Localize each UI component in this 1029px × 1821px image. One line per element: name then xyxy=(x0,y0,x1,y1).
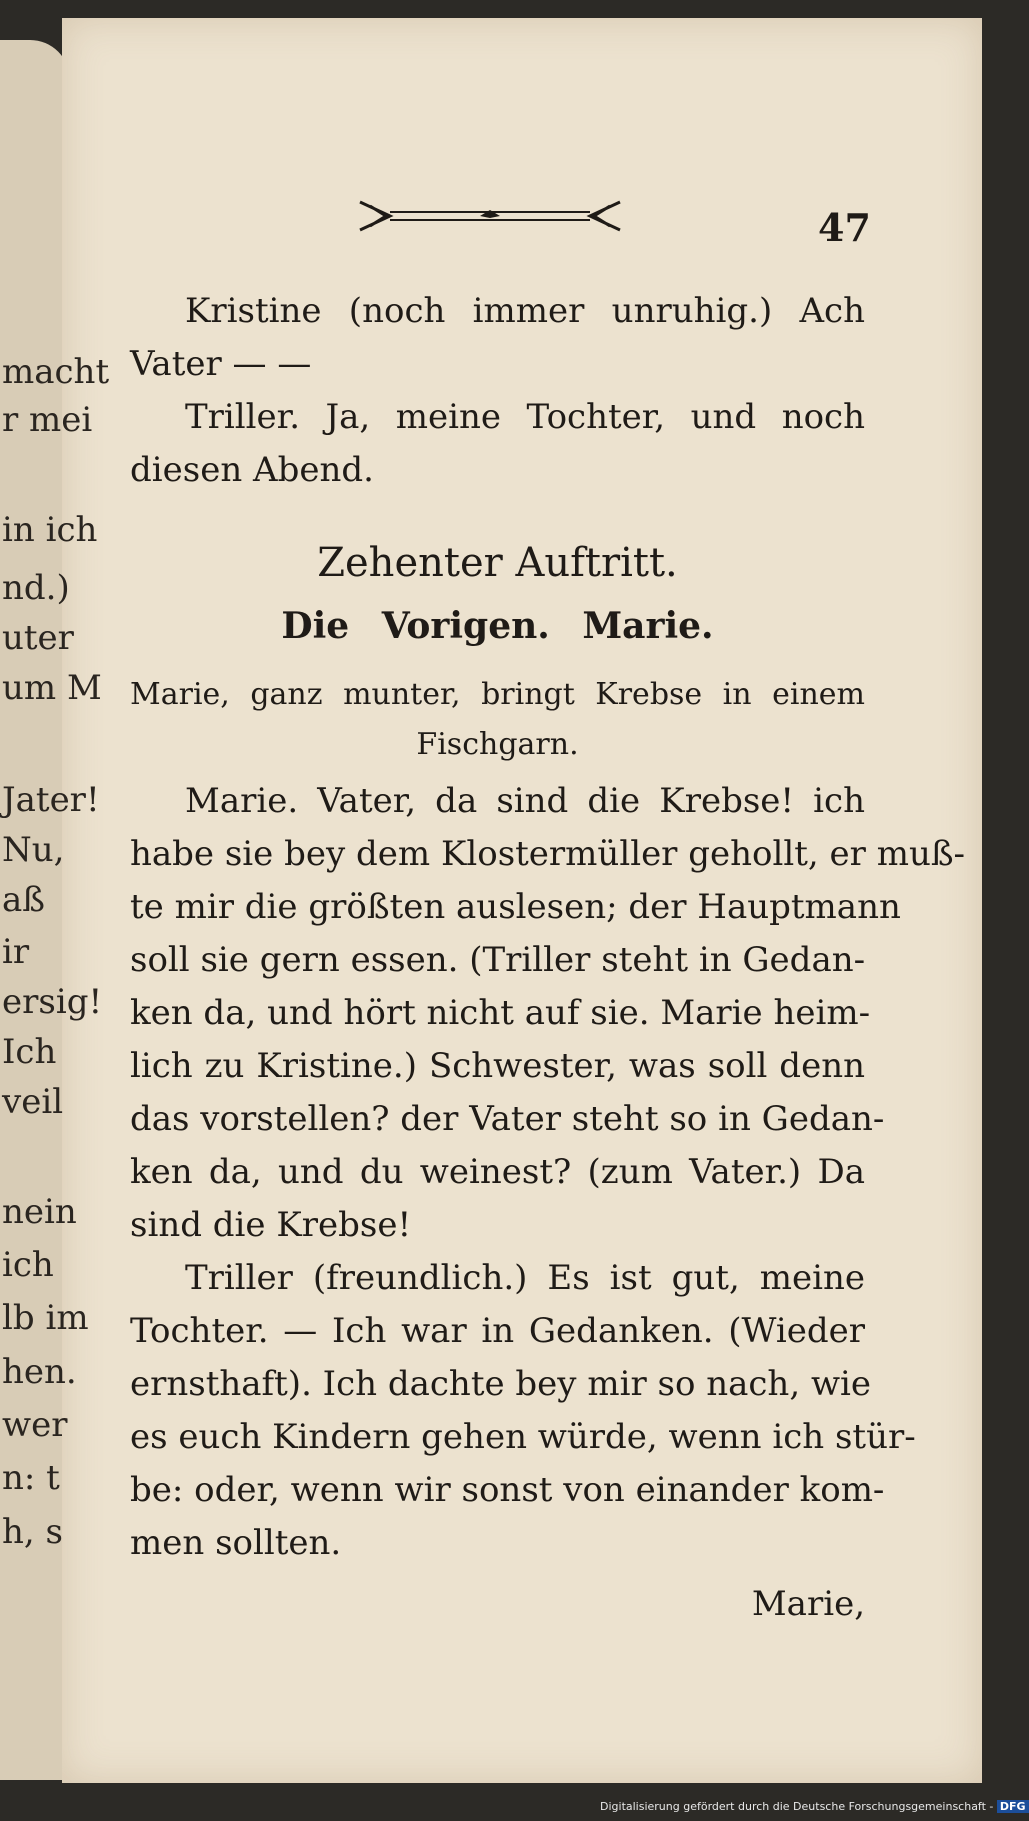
ornament-rule xyxy=(350,196,630,236)
text-line: habe sie bey dem Klostermüller gehollt, er muß- xyxy=(130,834,966,874)
text-line: men sollten. xyxy=(130,1523,342,1563)
text-line: te mir die größten auslesen; der Hauptmann xyxy=(130,887,901,927)
page-number: 47 xyxy=(818,205,871,250)
scene-title: Zehenter Auftritt. xyxy=(317,540,678,586)
scene-persons: Die Vorigen. Marie. xyxy=(281,605,714,647)
text-block-top xyxy=(130,285,865,497)
fragment: h, s xyxy=(2,1512,63,1552)
text-line: Kristine (noch immer unruhig.) Ach xyxy=(185,291,865,331)
fragment: n: t xyxy=(2,1458,60,1498)
text-line: ken da, und du weinest? (zum Vater.) Da xyxy=(130,1152,865,1192)
footer-text: Digitalisierung gefördert durch die Deutsche Forschungsgemeinschaft - xyxy=(600,1800,994,1813)
fragment: Ich xyxy=(2,1032,57,1072)
fragment: um M xyxy=(2,668,102,708)
fragment: nd.) xyxy=(2,568,70,608)
text-line: das vorstellen? der Vater steht so in Gedan- xyxy=(130,1099,885,1139)
text-line: ken da, und hört nicht auf sie. Marie heim- xyxy=(130,993,871,1033)
fragment: Nu, xyxy=(2,830,65,870)
text-line: sind die Krebse! xyxy=(130,1205,412,1245)
fragment: uter xyxy=(2,618,74,658)
text-line: Tochter. — Ich war in Gedanken. (Wieder xyxy=(130,1311,865,1351)
fragment: ersig! xyxy=(2,982,103,1022)
text-line: be: oder, wenn wir sonst von einander kom- xyxy=(130,1470,885,1510)
fragment: veil xyxy=(2,1082,64,1122)
fragment: nein xyxy=(2,1192,77,1232)
text-line: Vater — — xyxy=(130,344,312,384)
fragment: ir xyxy=(2,932,30,972)
fragment: wer xyxy=(2,1405,68,1445)
catchword: Marie, xyxy=(751,1584,865,1624)
dfg-logo: DFG xyxy=(997,1800,1029,1813)
fragment: in ich xyxy=(2,510,98,550)
stage-direction xyxy=(130,670,865,770)
fragment: lb im xyxy=(2,1298,89,1338)
text-line: Marie. Vater, da sind die Krebse! ich xyxy=(185,781,865,821)
fragment: Jater! xyxy=(2,780,100,820)
fragment: hen. xyxy=(2,1352,77,1392)
fragment: aß xyxy=(2,880,45,920)
text-line: soll sie gern essen. (Triller steht in Gedan- xyxy=(130,940,866,980)
fragment: r mei xyxy=(2,400,93,440)
text-line: lich zu Kristine.) Schwester, was soll denn xyxy=(130,1046,865,1086)
stage-direction-line: Marie, ganz munter, bringt Krebse in einem xyxy=(130,677,865,712)
text-line: es euch Kindern gehen würde, wenn ich stür- xyxy=(130,1417,916,1457)
text-line: ernsthaft). Ich dachte bey mir so nach, wie xyxy=(130,1364,872,1404)
text-line: diesen Abend. xyxy=(130,450,374,490)
text-block-body xyxy=(130,775,966,1570)
stage-direction-line: Fischgarn. xyxy=(416,727,579,762)
fragment: ich xyxy=(2,1245,54,1285)
digitization-footer xyxy=(600,1800,1029,1813)
text-line: Triller (freundlich.) Es ist gut, meine xyxy=(185,1258,865,1298)
text-line: Triller. Ja, meine Tochter, und noch xyxy=(185,397,865,437)
fragment: macht xyxy=(2,352,110,392)
